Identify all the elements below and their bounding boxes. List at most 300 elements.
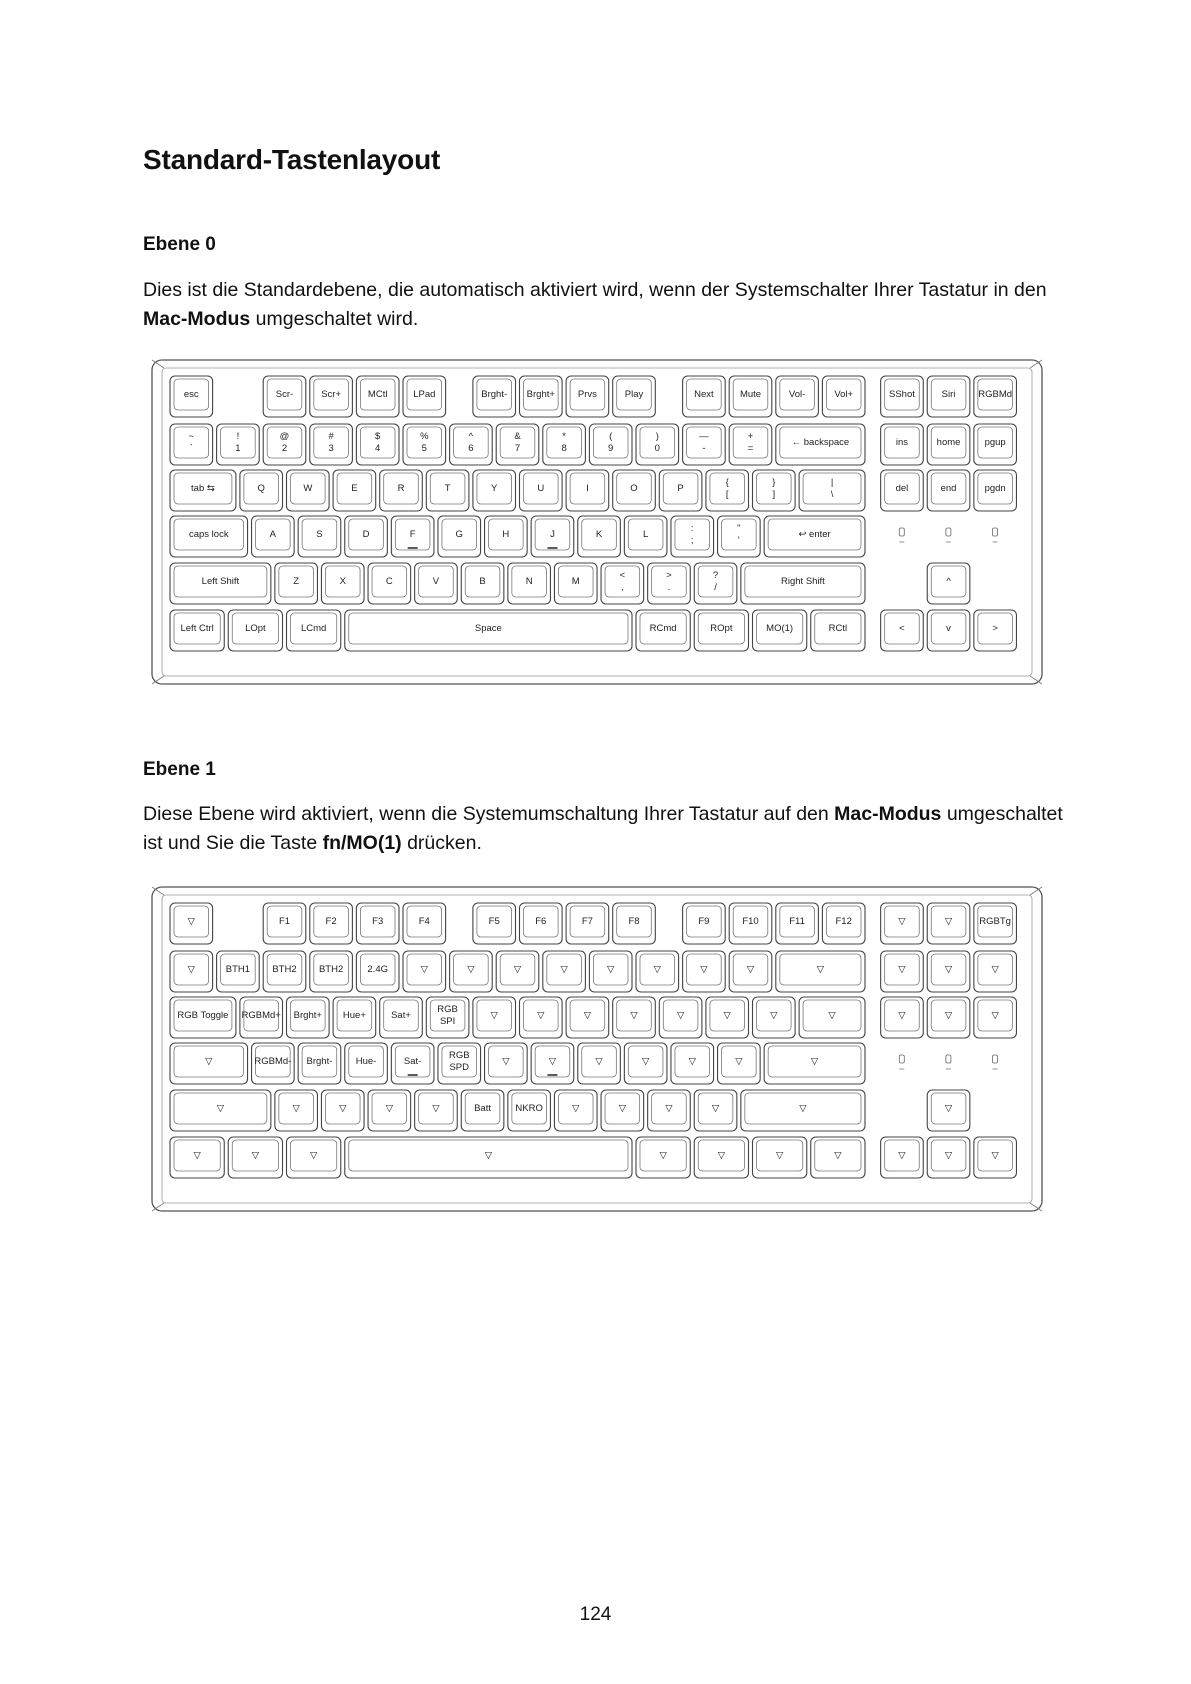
triangle-down-icon: ▽ bbox=[432, 1103, 440, 1114]
key-label-bottom: 9 bbox=[608, 443, 614, 454]
layer0-key bbox=[927, 424, 970, 465]
key-label: RGBMd- bbox=[254, 1056, 292, 1067]
key-label: Play bbox=[624, 389, 644, 400]
triangle-down-icon: ▽ bbox=[484, 1150, 493, 1161]
layer0-key bbox=[275, 563, 318, 604]
triangle-down-icon: ▽ bbox=[251, 1150, 260, 1161]
key-label-top: & bbox=[514, 431, 521, 442]
layer1-key bbox=[485, 1043, 528, 1084]
key-label: Next bbox=[694, 389, 714, 400]
layer0-key bbox=[566, 376, 609, 417]
key-label: ROpt bbox=[710, 623, 733, 634]
layer1-key bbox=[881, 903, 924, 944]
triangle-down-icon: ▽ bbox=[653, 964, 661, 975]
layer0-key bbox=[729, 376, 772, 417]
key-label: H bbox=[502, 529, 510, 540]
layer1-key bbox=[683, 903, 726, 944]
triangle-down-icon: ▽ bbox=[420, 964, 428, 975]
layer0-key bbox=[403, 424, 446, 465]
layer0-key bbox=[636, 610, 690, 651]
layer1-key bbox=[822, 903, 865, 944]
triangle-down-icon: ▽ bbox=[193, 1150, 201, 1161]
key-label: Left Shift bbox=[201, 576, 240, 587]
section-heading-layer0: Ebene 0 bbox=[143, 234, 216, 255]
key-label: O bbox=[630, 483, 638, 494]
key-label-top: @ bbox=[279, 431, 290, 442]
key-label: RGBTg bbox=[979, 916, 1011, 927]
triangle-down-icon: ▽ bbox=[799, 1103, 807, 1114]
layer1-key bbox=[438, 1043, 481, 1084]
key-label-top: * bbox=[562, 431, 566, 442]
layer1-key bbox=[520, 903, 563, 944]
key-label-bottom: 5 bbox=[421, 443, 427, 454]
key-label-top: ~ bbox=[188, 431, 195, 442]
triangle-down-icon: ▽ bbox=[187, 964, 195, 975]
layer0-key bbox=[356, 376, 399, 417]
layer0-key bbox=[881, 424, 924, 465]
layer1-key bbox=[415, 1090, 458, 1131]
layer0-key bbox=[426, 470, 469, 511]
layer0-key bbox=[531, 516, 574, 557]
triangle-down-icon: ▽ bbox=[944, 1150, 953, 1161]
layer0-key bbox=[718, 516, 761, 557]
key-label: F6 bbox=[535, 916, 547, 927]
layer1-key bbox=[426, 997, 469, 1038]
layer1-key bbox=[496, 951, 539, 992]
layer1-key bbox=[473, 997, 516, 1038]
key-label: caps lock bbox=[188, 529, 229, 540]
triangle-down-icon: ▽ bbox=[746, 964, 755, 975]
layer1-key bbox=[298, 1043, 341, 1084]
key-label-bottom: . bbox=[667, 582, 671, 593]
key-label: F4 bbox=[418, 916, 430, 927]
layer0-key bbox=[450, 424, 493, 465]
layer1-key bbox=[310, 951, 353, 992]
layer1-key bbox=[764, 1043, 865, 1084]
key-label: V bbox=[432, 576, 440, 587]
layer1-key bbox=[252, 1043, 295, 1084]
key-label: Vol- bbox=[788, 389, 806, 400]
layer1-key bbox=[217, 951, 260, 992]
layer1-key bbox=[531, 1043, 574, 1084]
triangle-down-icon: ▽ bbox=[618, 1103, 627, 1114]
layer0-key bbox=[333, 470, 376, 511]
layer0-key bbox=[671, 516, 714, 557]
key-label: RCmd bbox=[649, 623, 677, 634]
layer0-key bbox=[578, 516, 621, 557]
layer0-key bbox=[263, 424, 306, 465]
layer1-key bbox=[741, 1090, 865, 1131]
key-label-top: " bbox=[737, 523, 741, 534]
key-label: RGBMd bbox=[978, 389, 1013, 400]
layer0-key bbox=[252, 516, 295, 557]
key-label-bottom: SPI bbox=[439, 1016, 456, 1027]
key-label: A bbox=[269, 529, 277, 540]
layer1-key bbox=[659, 997, 702, 1038]
key-label: Vol+ bbox=[834, 389, 854, 400]
key-label: Prvs bbox=[577, 389, 597, 400]
layer0-key bbox=[170, 610, 224, 651]
layer1-key bbox=[753, 1137, 807, 1178]
triangle-down-icon: ▽ bbox=[775, 1150, 784, 1161]
layer1-key bbox=[403, 903, 446, 944]
key-label-top: — bbox=[699, 431, 709, 442]
key-label: RCtl bbox=[828, 623, 848, 634]
layer0-key bbox=[391, 516, 434, 557]
layer1-key bbox=[170, 997, 236, 1038]
layer0-key bbox=[321, 563, 364, 604]
layer0-key bbox=[543, 424, 586, 465]
triangle-down-icon: ▽ bbox=[944, 916, 953, 927]
layer0-key bbox=[881, 470, 924, 511]
key-label-bottom: 0 bbox=[654, 443, 660, 454]
triangle-down-icon: ▽ bbox=[641, 1056, 650, 1067]
layer1-key bbox=[287, 997, 330, 1038]
layer0-key bbox=[170, 516, 248, 557]
triangle-down-icon: ▽ bbox=[688, 1056, 696, 1067]
key-label: L bbox=[643, 529, 649, 540]
key-label: Left Ctrl bbox=[180, 623, 214, 634]
layer1-key bbox=[927, 997, 970, 1038]
key-label: pgdn bbox=[984, 483, 1006, 494]
key-label: RGBMd+ bbox=[241, 1010, 281, 1021]
key-label: X bbox=[339, 576, 346, 587]
layer0-key bbox=[974, 376, 1017, 417]
layer0-key bbox=[240, 470, 283, 511]
layer0-key bbox=[811, 610, 865, 651]
layer0-key bbox=[473, 470, 516, 511]
layer0-key bbox=[508, 563, 551, 604]
layer1-key bbox=[240, 997, 283, 1038]
key-label: T bbox=[444, 483, 451, 494]
triangle-down-icon: ▽ bbox=[991, 1010, 999, 1021]
layer1-key bbox=[694, 1090, 737, 1131]
triangle-down-icon: ▽ bbox=[339, 1103, 347, 1114]
layer0-key bbox=[496, 424, 539, 465]
triangle-down-icon: ▽ bbox=[717, 1150, 726, 1161]
key-label-bottom: ] bbox=[772, 489, 776, 500]
key-label: Brght- bbox=[481, 389, 508, 400]
layer0-key bbox=[380, 470, 423, 511]
key-label-top: | bbox=[830, 477, 834, 488]
layer1-key bbox=[753, 997, 796, 1038]
triangle-down-icon: ▽ bbox=[711, 1103, 720, 1114]
key-label-top: + bbox=[747, 431, 754, 442]
layer0-key bbox=[368, 563, 411, 604]
key-label-top: ) bbox=[655, 431, 659, 442]
layer1-key bbox=[520, 997, 563, 1038]
key-label-top: RGB bbox=[448, 1050, 470, 1061]
key-label-bottom: 1 bbox=[235, 443, 241, 454]
layer0-key bbox=[974, 424, 1017, 465]
key-label: BTH2 bbox=[272, 964, 297, 975]
layer0-key bbox=[613, 376, 656, 417]
key-label: R bbox=[397, 483, 405, 494]
key-label: C bbox=[385, 576, 393, 587]
triangle-down-icon: ▽ bbox=[583, 1010, 592, 1021]
layer0-key bbox=[753, 610, 807, 651]
layer1-key bbox=[811, 1137, 865, 1178]
layer1-description: Diese Ebene wird aktiviert, wenn die Systemumschaltung Ihrer Tastatur auf den Mac-Modus umgeschaltet ist und Sie die Taste fn/MO(1) drücken. bbox=[143, 803, 1063, 854]
key-label: Y bbox=[491, 483, 498, 494]
key-label: MCtl bbox=[367, 389, 388, 400]
layer1-key bbox=[776, 903, 819, 944]
layer1-key bbox=[927, 951, 970, 992]
key-label: SShot bbox=[889, 389, 915, 400]
layer0-key bbox=[648, 563, 691, 604]
triangle-down-icon: ▽ bbox=[834, 1150, 842, 1161]
layer0-key bbox=[927, 610, 970, 651]
layer0-key bbox=[927, 563, 970, 604]
key-label: home bbox=[936, 437, 961, 448]
layer1-key bbox=[333, 997, 376, 1038]
key-label: ^ bbox=[946, 576, 951, 587]
layer0-key bbox=[974, 470, 1017, 511]
key-label: Q bbox=[257, 483, 265, 494]
key-label: F8 bbox=[628, 916, 640, 927]
triangle-down-icon: ▽ bbox=[898, 916, 906, 927]
triangle-down-icon: ▽ bbox=[944, 1103, 953, 1114]
key-label: Space bbox=[474, 623, 502, 634]
key-label-bottom: 3 bbox=[328, 443, 334, 454]
key-label: J bbox=[550, 529, 555, 540]
layer1-key bbox=[170, 1137, 224, 1178]
key-label-top: > bbox=[666, 570, 672, 581]
layer1-key bbox=[566, 997, 609, 1038]
key-label: S bbox=[316, 529, 323, 540]
triangle-down-icon: ▽ bbox=[205, 1056, 213, 1067]
key-label: K bbox=[595, 529, 603, 540]
layer1-key bbox=[566, 903, 609, 944]
key-label: Sat- bbox=[403, 1056, 422, 1067]
layer1-key bbox=[321, 1090, 364, 1131]
layer0-key bbox=[753, 470, 796, 511]
layer1-key bbox=[613, 997, 656, 1038]
layer1-key bbox=[403, 951, 446, 992]
layer0-key bbox=[589, 424, 632, 465]
layer1-key bbox=[881, 951, 924, 992]
section-heading-layer1: Ebene 1 bbox=[143, 759, 216, 780]
layer1-key bbox=[601, 1090, 644, 1131]
key-label: BTH2 bbox=[318, 964, 344, 975]
key-label: Brght+ bbox=[526, 389, 555, 400]
key-label: NKRO bbox=[515, 1103, 543, 1114]
key-label: F2 bbox=[325, 916, 337, 927]
layer1-key bbox=[170, 951, 213, 992]
key-label-top: # bbox=[328, 431, 334, 442]
key-label-bottom: 2 bbox=[281, 443, 288, 454]
layer0-key bbox=[287, 610, 341, 651]
layer1-key bbox=[368, 1090, 411, 1131]
layer0-key bbox=[170, 424, 213, 465]
key-label-bottom: - bbox=[702, 443, 706, 454]
key-label: Hue+ bbox=[342, 1010, 366, 1021]
key-label: N bbox=[525, 576, 533, 587]
layer0-key bbox=[706, 470, 749, 511]
key-label-top: } bbox=[772, 477, 776, 488]
layer1-key bbox=[881, 997, 924, 1038]
layer1-key bbox=[624, 1043, 667, 1084]
key-label: end bbox=[940, 483, 957, 494]
layer0-key bbox=[683, 376, 726, 417]
layer1-key bbox=[310, 903, 353, 944]
layer1-key bbox=[345, 1043, 388, 1084]
layer1-key bbox=[170, 1043, 248, 1084]
triangle-down-icon: ▽ bbox=[595, 1056, 603, 1067]
layer0-key bbox=[974, 610, 1017, 651]
layer0-key bbox=[822, 376, 865, 417]
layer1-key bbox=[356, 951, 399, 992]
key-label: P bbox=[677, 483, 684, 494]
triangle-down-icon: ▽ bbox=[816, 964, 825, 975]
layer0-key bbox=[694, 610, 748, 651]
layer1-key bbox=[881, 1137, 924, 1178]
key-label: Batt bbox=[474, 1103, 492, 1114]
key-label: F12 bbox=[835, 916, 852, 927]
key-label-top: { bbox=[725, 477, 729, 488]
key-label: < bbox=[899, 623, 905, 634]
triangle-down-icon: ▽ bbox=[630, 1010, 638, 1021]
layer0-key bbox=[613, 470, 656, 511]
triangle-down-icon: ▽ bbox=[944, 1010, 953, 1021]
layer0-key bbox=[170, 470, 236, 511]
layer0-key bbox=[345, 516, 388, 557]
key-label: Scr+ bbox=[321, 389, 342, 400]
key-label: LPad bbox=[413, 389, 436, 400]
layer1-key bbox=[974, 1137, 1017, 1178]
layer0-key bbox=[624, 516, 667, 557]
layer0-key bbox=[729, 424, 772, 465]
key-label: F1 bbox=[278, 916, 291, 927]
layer0-key bbox=[438, 516, 481, 557]
layer1-key bbox=[648, 1090, 691, 1131]
key-label-bottom: = bbox=[747, 443, 754, 454]
key-label: G bbox=[455, 529, 463, 540]
triangle-down-icon: ▽ bbox=[770, 1010, 778, 1021]
key-label-top: ? bbox=[712, 570, 719, 581]
layer1-key bbox=[461, 1090, 504, 1131]
key-label: esc bbox=[183, 389, 199, 400]
layer0-key bbox=[601, 563, 644, 604]
key-label: ↩ enter bbox=[798, 529, 831, 540]
triangle-down-icon: ▽ bbox=[467, 964, 475, 975]
key-label-bottom: ` bbox=[189, 443, 193, 454]
key-label: MO(1) bbox=[766, 623, 794, 634]
key-label: W bbox=[303, 483, 313, 494]
key-label: BTH1 bbox=[225, 964, 251, 975]
layer0-key bbox=[694, 563, 737, 604]
key-label: v bbox=[946, 623, 951, 634]
key-label: tab ⇆ bbox=[191, 483, 215, 494]
layer1-key bbox=[927, 903, 970, 944]
key-label: Brght+ bbox=[293, 1010, 322, 1021]
triangle-down-icon: ▽ bbox=[991, 1150, 999, 1161]
layer1-key bbox=[636, 1137, 690, 1178]
triangle-down-icon: ▽ bbox=[513, 964, 522, 975]
layer1-key bbox=[380, 997, 423, 1038]
triangle-down-icon: ▽ bbox=[828, 1010, 836, 1021]
triangle-down-icon: ▽ bbox=[385, 1103, 394, 1114]
key-label: E bbox=[351, 483, 358, 494]
triangle-down-icon: ▽ bbox=[898, 964, 906, 975]
triangle-down-icon: ▽ bbox=[548, 1056, 557, 1067]
key-label: I bbox=[586, 483, 589, 494]
key-label: M bbox=[571, 576, 580, 587]
layer1-key bbox=[974, 903, 1017, 944]
layer1-key bbox=[694, 1137, 748, 1178]
layer1-key bbox=[170, 903, 213, 944]
key-label-bottom: 7 bbox=[514, 443, 521, 454]
triangle-down-icon: ▽ bbox=[676, 1010, 685, 1021]
layer0-key bbox=[927, 470, 970, 511]
triangle-down-icon: ▽ bbox=[292, 1103, 300, 1114]
triangle-down-icon: ▽ bbox=[490, 1010, 498, 1021]
layer0-key bbox=[566, 470, 609, 511]
triangle-down-icon: ▽ bbox=[560, 964, 568, 975]
layer0-key bbox=[520, 376, 563, 417]
keyboard-layout-layer0 bbox=[150, 358, 1044, 686]
key-label: F11 bbox=[789, 916, 805, 927]
key-label-top: ! bbox=[236, 431, 240, 442]
layer1-key bbox=[287, 1137, 341, 1178]
layer1-key bbox=[671, 1043, 714, 1084]
key-label: 2.4G bbox=[367, 964, 389, 975]
layer1-key bbox=[974, 997, 1017, 1038]
layer1-key bbox=[275, 1090, 318, 1131]
key-label: F3 bbox=[372, 916, 384, 927]
triangle-down-icon: ▽ bbox=[898, 1150, 906, 1161]
layer1-key bbox=[543, 951, 586, 992]
layer1-key bbox=[391, 1043, 434, 1084]
key-label-bottom: , bbox=[621, 582, 624, 593]
key-label-bottom: SPD bbox=[449, 1062, 470, 1073]
page-number: 124 bbox=[579, 1604, 612, 1625]
layer0-key bbox=[881, 610, 924, 651]
layer0-key bbox=[415, 563, 458, 604]
triangle-down-icon: ▽ bbox=[607, 964, 615, 975]
layer0-key bbox=[461, 563, 504, 604]
key-label-top: < bbox=[619, 570, 626, 581]
key-label-top: ( bbox=[609, 431, 613, 442]
layer0-key bbox=[310, 424, 353, 465]
layer0-key bbox=[310, 376, 353, 417]
layer1-key bbox=[473, 903, 516, 944]
layer1-key bbox=[263, 951, 306, 992]
triangle-down-icon: ▽ bbox=[572, 1103, 580, 1114]
key-label: Brght- bbox=[306, 1056, 333, 1067]
key-label: del bbox=[895, 483, 909, 494]
layer1-key bbox=[636, 951, 679, 992]
layer0-key bbox=[403, 376, 446, 417]
layer1-key bbox=[729, 903, 772, 944]
layer0-key bbox=[170, 563, 271, 604]
triangle-down-icon: ▽ bbox=[735, 1056, 743, 1067]
triangle-down-icon: ▽ bbox=[944, 964, 953, 975]
layer1-key bbox=[927, 1090, 970, 1131]
key-label: F bbox=[409, 529, 416, 540]
triangle-down-icon: ▽ bbox=[665, 1103, 673, 1114]
layer0-key bbox=[485, 516, 528, 557]
layer0-description: Dies ist die Standardebene, die automatisch aktiviert wird, wenn der Systemschalter Ihrer Tastatur in den Mac-Modus umgeschaltet wird. bbox=[143, 279, 1047, 330]
layer0-key bbox=[927, 376, 970, 417]
key-label-top: % bbox=[420, 431, 429, 442]
key-label: Scr- bbox=[275, 389, 294, 400]
key-label-bottom: 4 bbox=[375, 443, 381, 454]
page-title: Standard-Tastenlayout bbox=[143, 144, 441, 175]
layer0-key bbox=[263, 376, 306, 417]
key-label: F9 bbox=[698, 916, 710, 927]
layer0-key bbox=[356, 424, 399, 465]
